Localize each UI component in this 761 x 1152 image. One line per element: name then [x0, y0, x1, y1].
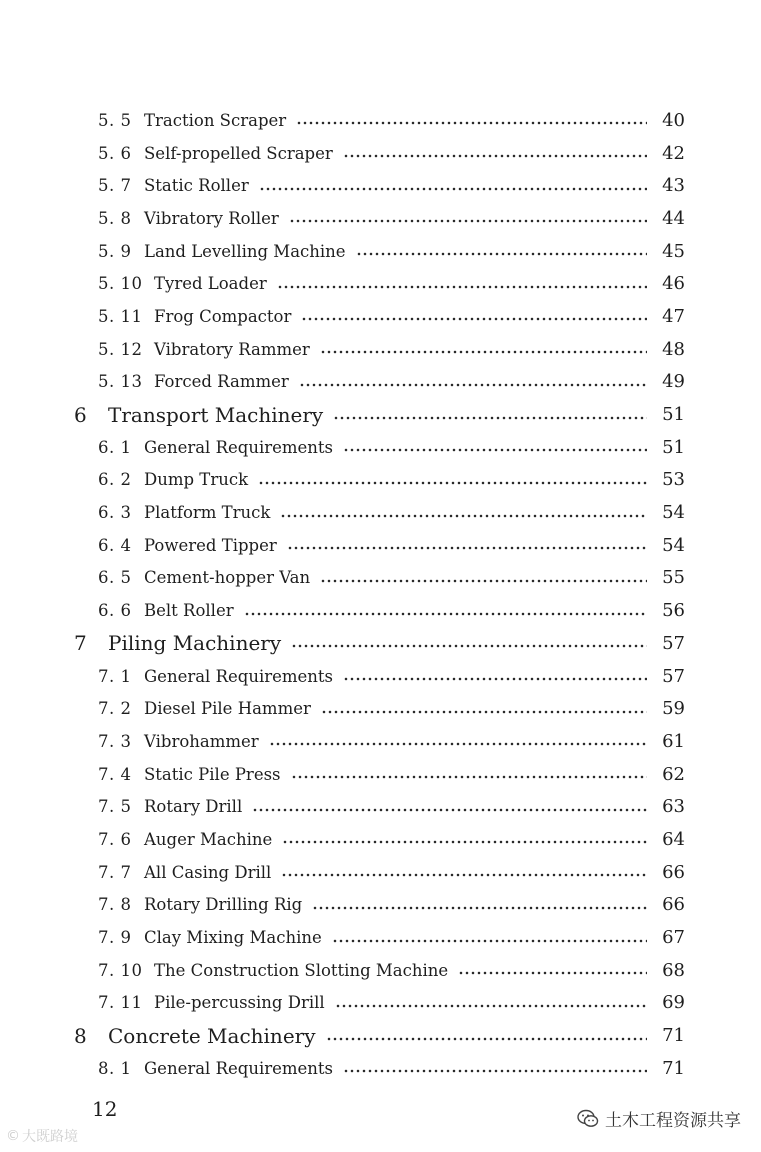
toc-dot-leader — [343, 448, 647, 452]
toc-dot-leader — [335, 1004, 647, 1008]
toc-entry-page: 66 — [662, 861, 685, 883]
toc-section-entry[interactable] — [0, 692, 761, 725]
toc-section-entry[interactable] — [0, 202, 761, 235]
toc-dot-leader — [258, 481, 647, 485]
toc-entry-number: 6 — [74, 402, 88, 427]
toc-dot-leader — [244, 612, 647, 616]
toc-entry-number: 8. 1 — [98, 1058, 132, 1078]
toc-entry-title: Powered Tipper — [144, 535, 277, 555]
toc-section-entry[interactable] — [0, 104, 761, 137]
toc-section-entry[interactable] — [0, 594, 761, 627]
toc-section-entry[interactable] — [0, 823, 761, 856]
toc-dot-leader — [287, 546, 647, 550]
toc-entry-title: Pile-percussing Drill — [154, 993, 325, 1013]
toc-entry-page: 53 — [662, 469, 685, 491]
toc-entry-title: Rotary Drill — [144, 797, 243, 817]
toc-entry-title: Rotary Drilling Rig — [144, 895, 303, 915]
toc-entry-title: Diesel Pile Hammer — [144, 699, 311, 719]
toc-section-entry[interactable] — [0, 725, 761, 758]
toc-entry-page: 54 — [662, 502, 685, 524]
toc-entry-number: 5. 9 — [98, 241, 132, 261]
toc-entry-title: Frog Compactor — [154, 306, 292, 326]
toc-dot-leader — [299, 383, 647, 387]
toc-dot-leader — [333, 416, 647, 420]
toc-entry-number: 5. 13 — [98, 372, 143, 392]
toc-entry-title: General Requirements — [144, 1058, 334, 1078]
toc-entry-title: Clay Mixing Machine — [144, 928, 322, 948]
toc-entry-number: 6. 5 — [98, 568, 132, 588]
toc-dot-leader — [259, 187, 647, 191]
toc-entry-title: Tyred Loader — [154, 274, 267, 294]
toc-entry-title: Concrete Machinery — [108, 1023, 316, 1048]
toc-section-entry[interactable] — [0, 529, 761, 562]
toc-dot-leader — [326, 1037, 647, 1041]
toc-section-entry[interactable] — [0, 333, 761, 366]
toc-dot-leader — [282, 840, 647, 844]
toc-section-entry[interactable] — [0, 366, 761, 399]
toc-entry-title: Vibratory Roller — [144, 208, 279, 228]
toc-dot-leader — [269, 742, 647, 746]
toc-section-entry[interactable] — [0, 856, 761, 889]
toc-entry-number: 7. 6 — [98, 829, 132, 849]
toc-entry-number: 5. 5 — [98, 110, 132, 130]
toc-entry-number: 5. 11 — [98, 306, 143, 326]
toc-entry-number: 7. 1 — [98, 666, 132, 686]
toc-dot-leader — [280, 514, 647, 518]
toc-chapter-entry[interactable] — [0, 398, 761, 431]
toc-entry-number: 7. 5 — [98, 797, 132, 817]
toc-entry-page: 57 — [662, 632, 685, 654]
toc-dot-leader — [356, 252, 647, 256]
toc-dot-leader — [252, 808, 647, 812]
toc-entry-number: 7. 2 — [98, 699, 132, 719]
toc-section-entry[interactable] — [0, 921, 761, 954]
watermark-text: 土木工程资源共享 — [605, 1111, 741, 1131]
toc-entry-page: 68 — [662, 959, 685, 981]
toc-section-entry[interactable] — [0, 987, 761, 1020]
toc-entry-title: The Construction Slotting Machine — [154, 960, 449, 980]
toc-dot-leader — [296, 121, 647, 125]
toc-entry-page: 51 — [662, 436, 685, 458]
toc-entry-number: 7 — [74, 631, 88, 656]
toc-chapter-entry[interactable] — [0, 1019, 761, 1052]
toc-entry-number: 7. 10 — [98, 960, 143, 980]
toc-entry-page: 57 — [662, 665, 685, 687]
toc-entry-page: 64 — [662, 828, 685, 850]
toc-entry-title: Belt Roller — [144, 601, 234, 621]
toc-entry-number: 8 — [74, 1023, 88, 1048]
toc-dot-leader — [332, 939, 647, 943]
toc-entry-page: 69 — [662, 992, 685, 1014]
toc-dot-leader — [277, 285, 647, 289]
toc-entry-title: Vibratory Rammer — [154, 339, 310, 359]
toc-entry-title: Platform Truck — [144, 503, 271, 523]
toc-section-entry[interactable] — [0, 137, 761, 170]
toc-entry-page: 47 — [662, 305, 685, 327]
toc-dot-leader — [291, 775, 647, 779]
toc-dot-leader — [321, 710, 647, 714]
toc-entry-page: 71 — [662, 1025, 685, 1047]
toc-entry-title: Auger Machine — [144, 829, 273, 849]
toc-entry-page: 61 — [662, 730, 685, 752]
watermark-left — [6, 1126, 78, 1146]
toc-entry-page: 55 — [662, 567, 685, 589]
toc-section-entry[interactable] — [0, 1052, 761, 1085]
toc-entry-title: Forced Rammer — [154, 372, 289, 392]
watermark-left-text: 大既路境 — [22, 1129, 78, 1145]
toc-section-entry[interactable] — [0, 300, 761, 333]
toc-dot-leader — [343, 677, 647, 681]
toc-entry-page: 67 — [662, 927, 685, 949]
toc-entry-title: Cement-hopper Van — [144, 568, 311, 588]
toc-dot-leader — [281, 873, 647, 877]
toc-entry-number: 6. 6 — [98, 601, 132, 621]
toc-section-entry[interactable] — [0, 169, 761, 202]
toc-entry-title: Static Roller — [144, 176, 249, 196]
toc-entry-page: 46 — [662, 273, 685, 295]
toc-entry-title: Land Levelling Machine — [144, 241, 346, 261]
toc-entry-number: 6. 1 — [98, 437, 132, 457]
toc-entry-page: 62 — [662, 763, 685, 785]
toc-dot-leader — [312, 906, 647, 910]
toc-section-entry[interactable] — [0, 235, 761, 268]
toc-entry-page: 54 — [662, 534, 685, 556]
toc-entry-page: 42 — [662, 142, 685, 164]
toc-entry-page: 49 — [662, 371, 685, 393]
toc-entry-title: All Casing Drill — [144, 862, 272, 882]
toc-entry-title: General Requirements — [144, 437, 334, 457]
toc-entry-title: Dump Truck — [144, 470, 249, 490]
toc-entry-number: 7. 11 — [98, 993, 143, 1013]
toc-entry-page: 45 — [662, 240, 685, 262]
toc-section-entry[interactable] — [0, 496, 761, 529]
toc-entry-number: 7. 9 — [98, 928, 132, 948]
toc-entry-title: Piling Machinery — [108, 631, 282, 656]
toc-entry-number: 7. 4 — [98, 764, 132, 784]
toc-section-entry[interactable] — [0, 267, 761, 300]
toc-entry-title: Self-propelled Scraper — [144, 143, 333, 163]
toc-entry-number: 5. 12 — [98, 339, 143, 359]
toc-entry-number: 6. 2 — [98, 470, 132, 490]
toc-entry-title: Transport Machinery — [108, 402, 324, 427]
toc-dot-leader — [320, 579, 647, 583]
toc-dot-leader — [458, 971, 647, 975]
toc-entry-number: 5. 8 — [98, 208, 132, 228]
toc-entry-page: 43 — [662, 175, 685, 197]
toc-section-entry[interactable] — [0, 758, 761, 791]
toc-dot-leader — [289, 219, 647, 223]
toc-section-entry[interactable] — [0, 431, 761, 464]
toc-entry-page: 63 — [662, 796, 685, 818]
toc-entry-title: Traction Scraper — [144, 110, 287, 130]
toc-entry-number: 5. 6 — [98, 143, 132, 163]
toc-section-entry[interactable] — [0, 954, 761, 987]
wechat-icon — [577, 1109, 599, 1129]
toc-entry-page: 56 — [662, 600, 685, 622]
toc-entry-page: 44 — [662, 207, 685, 229]
toc-entry-page: 40 — [662, 109, 685, 131]
toc-dot-leader — [301, 317, 647, 321]
toc-section-entry[interactable] — [0, 464, 761, 497]
toc-entry-number: 7. 7 — [98, 862, 132, 882]
toc-dot-leader — [343, 1069, 647, 1073]
toc-dot-leader — [291, 644, 647, 648]
toc-entry-number: 6. 4 — [98, 535, 132, 555]
toc-entry-page: 66 — [662, 894, 685, 916]
toc-entry-number: 5. 7 — [98, 176, 132, 196]
toc-entry-number: 5. 10 — [98, 274, 143, 294]
toc-entry-number: 6. 3 — [98, 503, 132, 523]
toc-entry-page: 71 — [662, 1057, 685, 1079]
toc-chapter-entry[interactable] — [0, 627, 761, 660]
toc-entry-page: 59 — [662, 698, 685, 720]
toc-section-entry[interactable] — [0, 660, 761, 693]
toc-entry-page: 48 — [662, 338, 685, 360]
toc-entry-number: 7. 8 — [98, 895, 132, 915]
page-number: 12 — [92, 1097, 118, 1121]
toc-entry-number: 7. 3 — [98, 731, 132, 751]
toc-entry-title: Static Pile Press — [144, 764, 281, 784]
watermark-left-prefix: © — [6, 1128, 20, 1144]
toc-section-entry[interactable] — [0, 889, 761, 922]
toc-section-entry[interactable] — [0, 790, 761, 823]
toc-dot-leader — [343, 154, 647, 158]
toc-dot-leader — [320, 350, 647, 354]
toc-section-entry[interactable] — [0, 562, 761, 595]
toc-entry-page: 51 — [662, 404, 685, 426]
toc-entry-title: Vibrohammer — [144, 731, 259, 751]
table-of-contents — [0, 104, 761, 1085]
watermark-wechat — [577, 1106, 741, 1131]
toc-entry-title: General Requirements — [144, 666, 334, 686]
